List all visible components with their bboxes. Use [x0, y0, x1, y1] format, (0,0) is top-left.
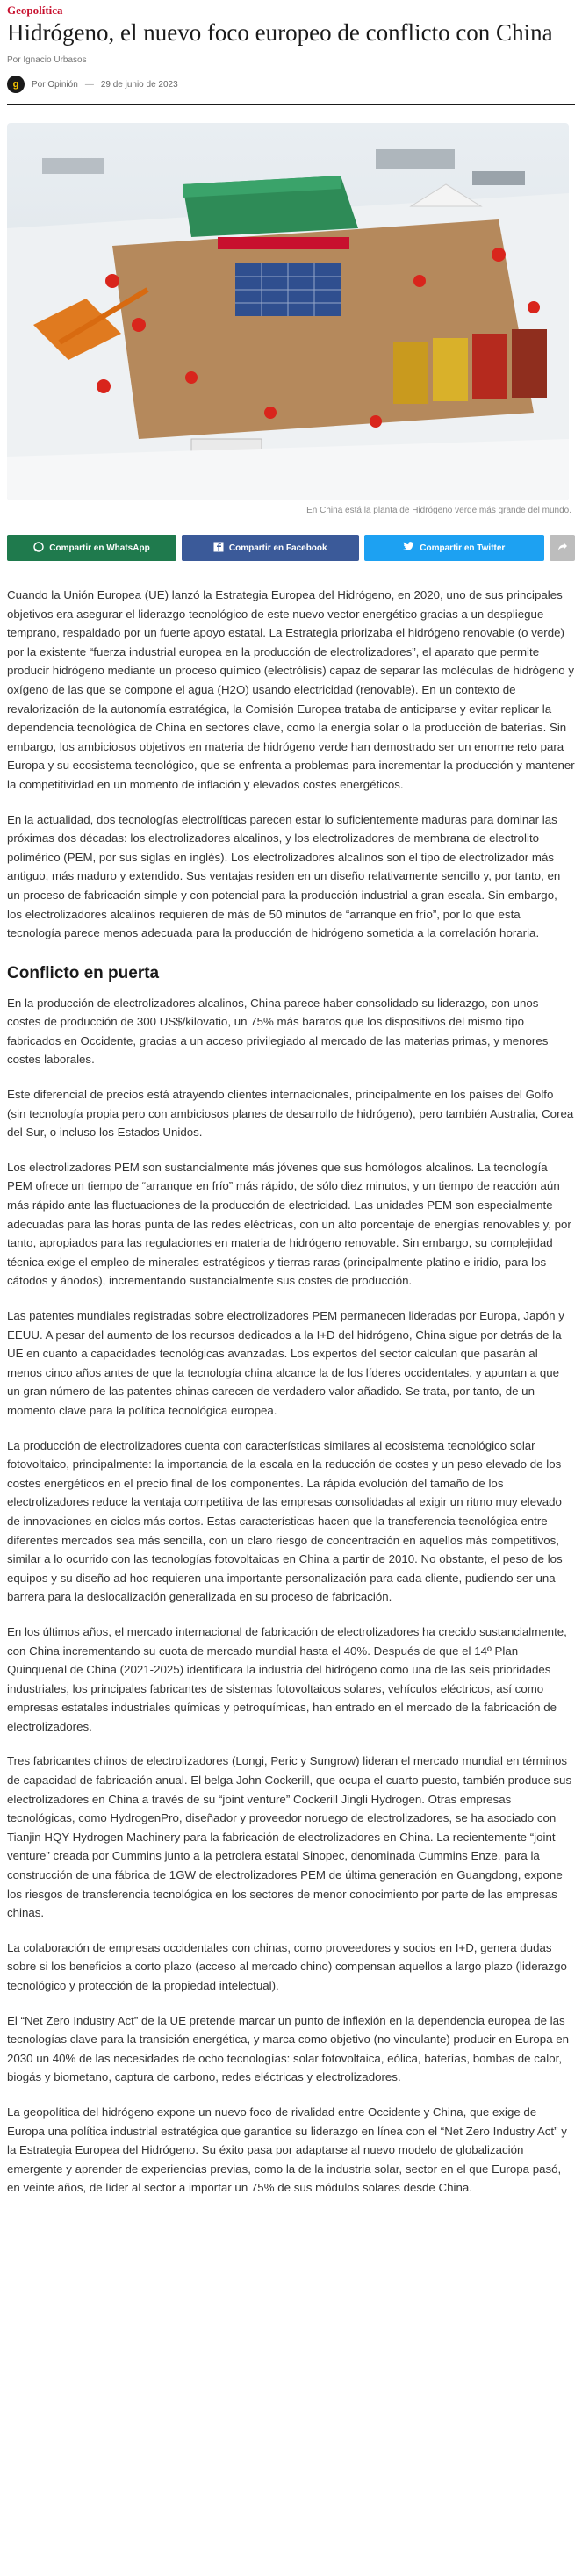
share-more-button[interactable]: [550, 535, 575, 561]
paragraph: La colaboración de empresas occidentales con chinas, como proveedores y socios en I+D, genera dudas sobre si los beneficios a corto plazo (acceso al mercado chino) compensan aquellos a largo plazo (liderazgo tecnológico y protección de la propiedad intelectual).: [7, 1940, 567, 1992]
paragraph: La geopolítica del hidrógeno expone un nuevo foco de rivalidad entre Occidente y China, que exige de Europa una política industrial estratégica que garantice su liderazgo en línea con el “Net Zero Industry Act” y la Estrategia Europea del Hidrógeno. Su éxito pasa por adaptarse al nuevo modelo de globalización emergente y aprender de experiencias previas, como la de la industria solar, sector en el que Europa pasó, en veinte años, de líder al sector a importar un 75% de sus módulos solares desde China.: [7, 2105, 567, 2195]
paragraph: La producción de electrolizadores cuenta con características similares al ecosistema tecnológico solar fotovoltaico, principalmente: la importancia de la escala en la reducción de costes y un peso elevado de los costes energéticos en el precio final de los componentes. La rápida evolución del tamaño de los electrolizadores reduce la ventaja competitiva de las empresas consolidadas al exigir un ritmo muy elevado de innovaciones en ciclos más cortos. Estas características hacen que la transferencia tecnológica entre diferentes mercados sea más sencilla, con un claro riesgo de concentración en aquellos más competitivos, similar a lo ocurrido con las tecnologías fotovoltaicas en China a partir de 2010. No obstante, el peso de los equipos y su diseño ad hoc requieren una importante personalización para cada cliente, pudiendo ser una barrera para la deslocalización generalizada en su proceso de fabricación.: [7, 1438, 563, 1604]
meta-author[interactable]: Por Opinión: [32, 79, 78, 90]
meta-date: 29 de junio de 2023: [100, 79, 178, 90]
share-facebook-label: Compartir en Facebook: [228, 543, 327, 553]
paragraph: En la producción de electrolizadores alcalinos, China parece haber consolidado su liderazgo, con unos costes de producción de 300 US$/kilovatio, un 75% más baratos que los dispositivos del mismo tipo fabricados en Occidente, gracias a un acceso privilegiado al mercado de las materias primas, y menores costes laborales.: [7, 996, 549, 1067]
share-facebook-button[interactable]: [182, 535, 359, 561]
section-heading: Conflicto en puerta: [7, 963, 160, 982]
whatsapp-icon: [33, 542, 44, 555]
author-byline[interactable]: Por Ignacio Urbasos: [7, 55, 87, 65]
section-label[interactable]: Geopolítica: [7, 4, 63, 17]
paragraph: Los electrolizadores PEM son sustancialmente más jóvenes que sus homólogos alcalinos. La tecnología PEM ofrece un tiempo de “arranque en frío” más rápido, de sólo diez minutos, y un tiempo de reacción aún más rápido ante las fluctuaciones de la producción de electricidad. Las unidades PEM son especialmente adecuadas para las horas punta de las redes eléctricas, con un alto porcentaje de energías renovables y, por tanto, apropiados para las regulaciones en materia de hidrógeno renovable. Sin embargo, su complejidad técnica exige el empleo de minerales estratégicos y tierras raras (principalmente platino e iridio, para los cátodos y ánodos), incrementando sustancialmente sus costes de producción.: [7, 1160, 571, 1288]
paragraph: Tres fabricantes chinos de electrolizadores (Longi, Peric y Sungrow) lideran el mercado mundial en términos de capacidad de fabricación anual. El belga John Cockerill, que ocupa el cuarto puesto, también produce sus electrolizadores en China a través de su “joint venture” Cockerill Jingli Hydrogen. Otras empresas tecnológicas, como HydrogenPro, diseñador y proveedor noruego de electrolizadores, se ha asociado con Tianjin HQY Hydrogen Machinery para la fabricación de electrolizadores en China. La recientemente “joint venture” creada por Cummins junto a la petrolera estatal Sinopec, denominada Cummins Enze, para la construcción de una fábrica de 1GW de electrolizadores PEM de última generación en Guangdong, expone los riesgos de transferencia tecnológica en los sectores de menor conocimiento por parte de las empresas chinas.: [7, 1754, 572, 1920]
paragraph: En la actualidad, dos tecnologías electrolíticas parecen estar lo suficientemente maduras para dominar las próximas dos décadas: los electrolizadores alcalinos, y los electrolizadores de membrana de electrolito polimérico (PEM, por sus siglas en inglés). Los electrolizadores alcalinos son el tipo de electrolizador más antiguo, más maduro y extendido. Sus ventajas residen en un diseño relativamente sencillo y, por tanto, en un proceso de fabricación simple y con potencial para la producción industrial a gran escala. Sin embargo, los electrolizadores alcalinos requieren de más de 50 minutos de “arranque en frío”, por lo que esta tecnología parece menos adecuada para la producción de hidrógeno sometida a la correlación horaria.: [7, 812, 561, 940]
share-bar: [7, 535, 575, 561]
share-whatsapp-button[interactable]: [7, 535, 176, 561]
hero-image: [7, 123, 569, 500]
facebook-icon: [213, 542, 224, 555]
article-title: Hidrógeno, el nuevo foco europeo de conflicto con China: [7, 19, 553, 46]
article-body: [7, 586, 575, 2198]
share-whatsapp-label: Compartir en WhatsApp: [49, 543, 150, 553]
paragraph: Las patentes mundiales registradas sobre electrolizadores PEM permanecen lideradas por Europa, Japón y EEUU. A pesar del aumento de los recursos dedicados a la I+D del hidrógeno, China sigue por detrás de la UE en cuanto a capacidades tecnológicas avanzadas. Los expertos del sector calculan que pasarán al menos cinco años antes de que la tecnología china alcance la de los líderes occidentales, y apuntan a que un gran número de las patentes chinas carecen de verdadero valor añadido. Se trata, por tanto, de un momento clave para la política tecnológica europea.: [7, 1309, 564, 1417]
image-caption: En China está la planta de Hidrógeno verde más grande del mundo.: [306, 506, 571, 515]
meta-separator: —: [84, 79, 94, 90]
meta-row: [7, 76, 575, 105]
publication-logo-icon: g: [7, 76, 25, 93]
paragraph: Este diferencial de precios está atrayendo clientes internacionales, principalmente en los países del Golfo (sin tecnología propia pero con ambiciosos planes de desarrollo de hidrógeno), pero también Australia, Corea del Sur, o incluso los Estados Unidos.: [7, 1088, 574, 1140]
share-icon: [557, 542, 568, 555]
paragraph: En los últimos años, el mercado internacional de fabricación de electrolizadores ha crecido sustancialmente, con China incrementando su cuota de mercado mundial hasta el 40%. Después de que el 14º Plan Quinquenal de China (2021-2025) identificara la industria del hidrógeno como una de las seis prioridades industriales, los principales fabricantes de sistemas fotovoltaicos solares, vehículos eléctricos, así como empresas estatales industriales químicas y petroquímicas, han entrado en el mercado de la fabricación de electrolizadores.: [7, 1624, 567, 1733]
paragraph: El “Net Zero Industry Act” de la UE pretende marcar un punto de inflexión en la dependencia europea de las tecnologías clave para la transición energética, y marca como objetivo (no vinculante) producir en Europa en 2030 un 40% de las necesidades de ocho tecnologías: solar fotovoltaica, eólica, baterías, bombas de calor, biogás y biometano, captura de carbono, redes eléctricas y electrolizadores.: [7, 2013, 570, 2084]
twitter-icon: [403, 542, 414, 554]
hydrogen-plant-photo: [7, 123, 569, 500]
share-twitter-label: Compartir en Twitter: [420, 543, 506, 553]
share-twitter-button[interactable]: [364, 535, 544, 561]
paragraph: Cuando la Unión Europea (UE) lanzó la Estrategia Europea del Hidrógeno, en 2020, uno de sus principales objetivos era asegurar el liderazgo tecnológico de este nuevo vector energético gracias a un despliegue temprano, respaldado por un fuerte apoyo estatal. La Estrategia priorizaba el hidrógeno renovable (o verde) por la existente “fuerza industrial europea en la producción de electrolizadores”, el aparato que permite producir hidrógeno mediante un proceso químico (electrólisis) capaz de separar las moléculas de hidrógeno y oxígeno de las que se compone el agua (H2O) usando electricidad (renovable). En un contexto de revalorización de la autonomía estratégica, la Comisión Europea trataba de anticiparse y evitar replicar la dependencia tecnológica de China en sectores clave, como la energía solar o la producción de baterías. Sin embargo, los ambiciosos objetivos en materia de hidrógeno verde han demostrado ser un enorme reto para Europa y su ecosistema tecnológico, que se enfrenta a problemas para incrementar la producción y mantener la competitividad en un momento de inflación y elevados costes energéticos.: [7, 588, 575, 791]
